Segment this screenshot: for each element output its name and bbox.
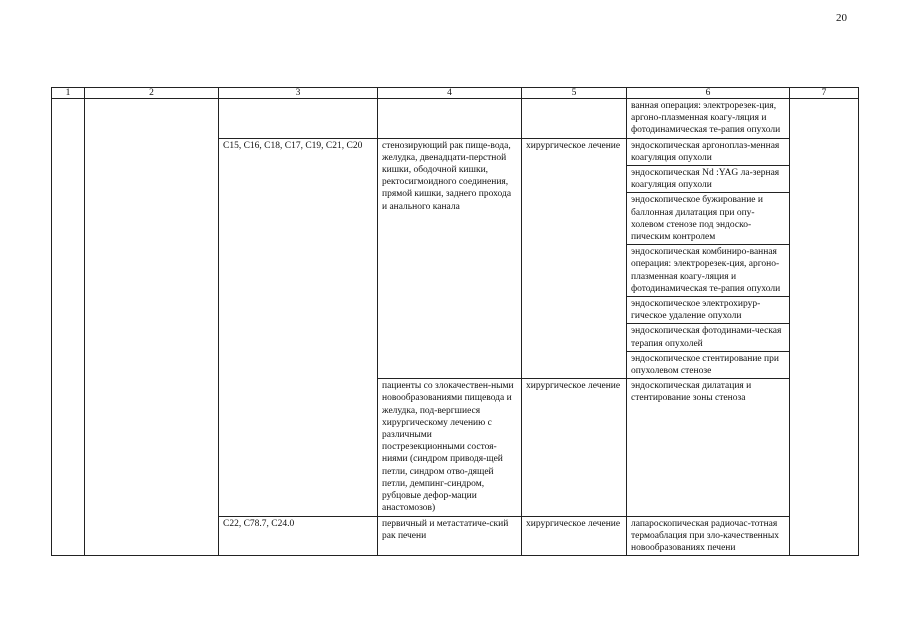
table-row xyxy=(52,99,859,139)
cell-icd-codes: C15, C16, C18, C17, C19, C21, C20 xyxy=(219,138,378,516)
cell-col-7 xyxy=(790,99,859,556)
header-col-1: 1 xyxy=(52,88,85,99)
cell-treatment: хирургическое лечение xyxy=(522,379,627,516)
cell-col-2 xyxy=(85,99,219,556)
cell-method: эндоскопическая аргоноплаз-менная коагуляция опухоли xyxy=(627,138,790,165)
header-col-4: 4 xyxy=(378,88,522,99)
cell-treatment: хирургическое лечение xyxy=(522,138,627,379)
cell-method: эндоскопическое бужирование и баллонная дилатация при опу-холевом стенозе под эндоско-пическим контролем xyxy=(627,193,790,245)
cell-method: эндоскопическая дилатация и стентирование зоны стеноза xyxy=(627,379,790,516)
header-row xyxy=(52,88,859,99)
cell-method: эндоскопическое электрохирур-гическое удаление опухоли xyxy=(627,297,790,324)
cell-method: ванная операция: электрорезек-ция, аргоно-плазменная коагу-ляция и фотодинамическая те-рапия опухоли xyxy=(627,99,790,139)
header-col-7: 7 xyxy=(790,88,859,99)
page-number: 20 xyxy=(836,12,847,24)
cell-diagnosis: стенозирующий рак пище-вода, желудка, двенадцати-перстной кишки, ободочной кишки, ректосигмоидного соединения, прямой кишки, заднего прохода и анального канала xyxy=(378,138,522,379)
header-col-6: 6 xyxy=(627,88,790,99)
cell-method: лапароскопическая радиочас-тотная термоаблация при зло-качественных новообразованиях печени xyxy=(627,516,790,556)
cell-method: эндоскопическая Nd :YAG ла-зерная коагуляция опухоли xyxy=(627,166,790,193)
cell-method: эндоскопическое стентирование при опухолевом стенозе xyxy=(627,351,790,378)
cell-col-5 xyxy=(522,99,627,139)
cell-col-1 xyxy=(52,99,85,556)
cell-method: эндоскопическая комбиниро-ванная операция: электрорезек-ция, аргоно-плазменная коагу-ляция и фотодинамическая те-рапия опухоли xyxy=(627,245,790,297)
header-col-2: 2 xyxy=(85,88,219,99)
cell-treatment: хирургическое лечение xyxy=(522,516,627,556)
cell-icd-codes: C22, C78.7, C24.0 xyxy=(219,516,378,556)
procedures-table xyxy=(51,87,859,556)
cell-col-3 xyxy=(219,99,378,139)
header-col-3: 3 xyxy=(219,88,378,99)
cell-method: эндоскопическая фотодинами-ческая терапия опухолей xyxy=(627,324,790,351)
header-col-5: 5 xyxy=(522,88,627,99)
cell-col-4 xyxy=(378,99,522,139)
cell-diagnosis: первичный и метастатиче-ский рак печени xyxy=(378,516,522,556)
cell-diagnosis: пациенты со злокачествен-ными новообразованиями пищевода и желудка, под-вергшиеся хирургическому лечению с различными пострезекционными состоя-ниями (синдром приводя-щей петли, синдром отво-дящей петли, демпинг-синдром, рубцовые дефор-мации анастомозов) xyxy=(378,379,522,516)
